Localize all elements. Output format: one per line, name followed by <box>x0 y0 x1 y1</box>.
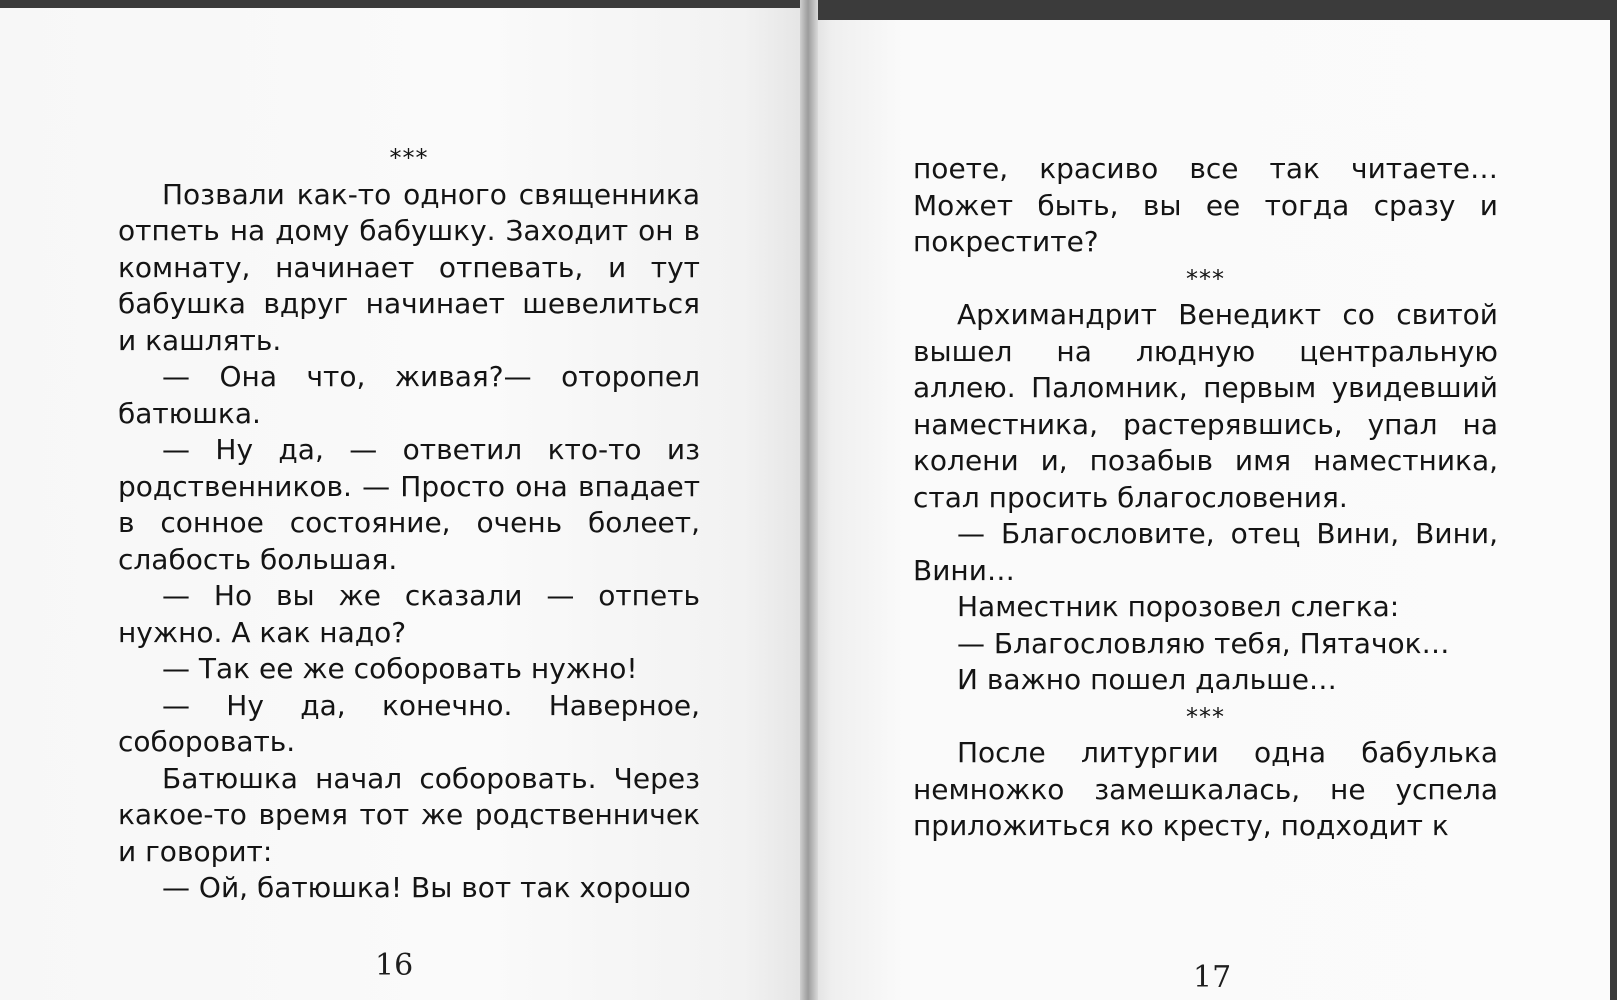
page-number-right: 17 <box>1193 960 1232 995</box>
section-separator: *** <box>1186 702 1225 731</box>
paragraph: — Она что, живая?— оторопел батюшка. <box>118 360 700 430</box>
paragraph: — Ну да, конечно. Наверное, соборовать. <box>118 688 700 758</box>
left-page-text <box>118 140 700 907</box>
paragraph: Архимандрит Венедикт со свитой вышел на людную центральную аллею. Паломник, первым увидевший наместника, растерявшись, упал на колени и, позабыв имя наместника, стал просить благословения. <box>913 298 1498 514</box>
paragraph: Батюшка начал соборовать. Через какое-то время тот же родственничек и говорит: <box>118 761 700 868</box>
paragraph: И важно пошел дальше… <box>957 663 1337 696</box>
book-gutter <box>800 0 818 1000</box>
section-separator: *** <box>389 144 429 172</box>
page-number-left: 16 <box>375 948 414 983</box>
paragraph: — Так ее же соборовать нужно! <box>162 652 638 685</box>
paragraph: — Но вы же сказали — отпеть нужно. А как надо? <box>118 579 700 649</box>
right-page <box>808 20 1610 1000</box>
right-page-text <box>913 151 1498 845</box>
left-page <box>0 8 808 1000</box>
paragraph: — Ну да, — ответил кто-то из родственников. — Просто она впадает в сонное состояние, очень болеет, слабость большая. <box>118 433 700 576</box>
paragraph: — Ой, батюшка! Вы вот так хорошо <box>162 871 691 904</box>
paragraph: поете, красиво все так читаете… Может быть, вы ее тогда сразу и покрестите? <box>913 152 1498 258</box>
paragraph: — Благословите, отец Вини, Вини, Вини… <box>913 517 1498 587</box>
section-separator: *** <box>1186 264 1225 293</box>
paragraph: Позвали как-то одного священника отпеть на дому бабушку. Заходит он в комнату, начинает отпевать, и тут бабушка вдруг начинает шевелиться и кашлять. <box>118 177 700 357</box>
paragraph: — Благословляю тебя, Пятачок… <box>957 626 1450 660</box>
paragraph: После литургии одна бабулька немножко замешкалась, не успела приложиться ко кресту, подходит к <box>913 736 1498 842</box>
paragraph: Наместник порозовел слегка: <box>957 590 1400 623</box>
